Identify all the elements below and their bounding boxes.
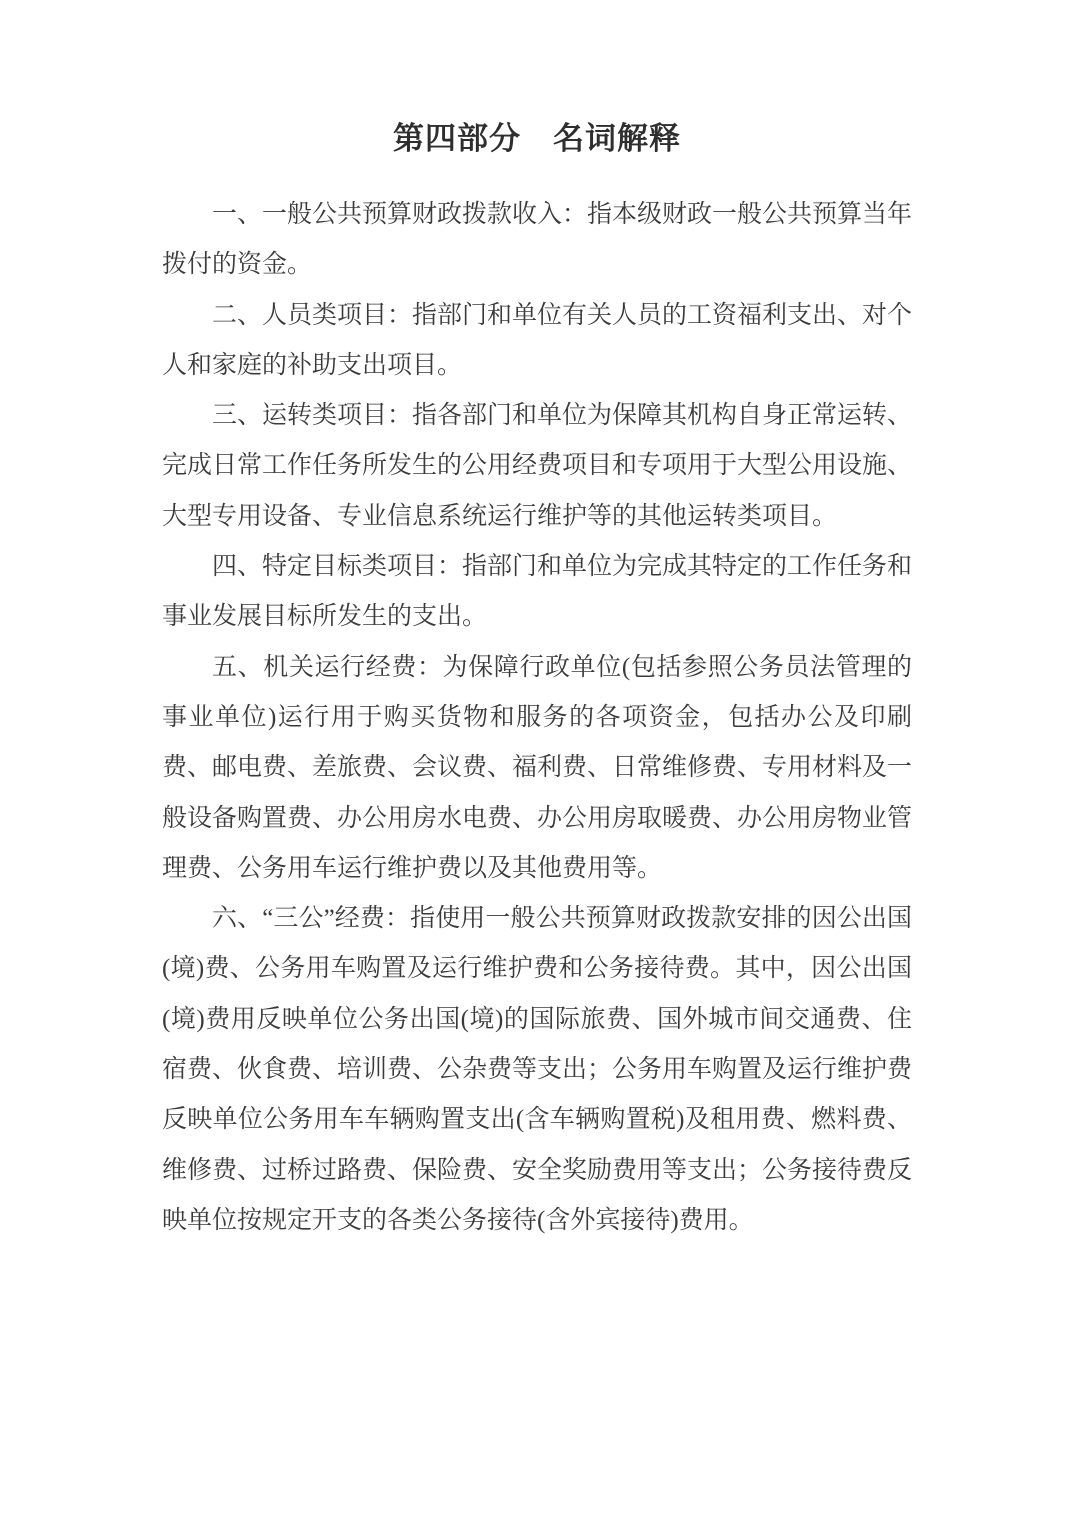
document-content [162, 116, 912, 1246]
paragraph-three-public-expenses: 六、“三公”经费：指使用一般公共预算财政拨款安排的因公出国(境)费、公务用车购置及运行维护费和公务接待费。其中，因公出国(境)费用反映单位公务出国(境)的国际旅费、国外城市间交通费、住宿费、伙食费、培训费、公杂费等支出；公务用车购置及运行维护费反映单位公务用车车辆购置支出(含车辆购置税)及租用费、燃料费、维修费、过桥过路费、保险费、安全奖励费用等支出；公务接待费反映单位按规定开支的各类公务接待(含外宾接待)费用。 [162, 905, 913, 1234]
paragraph-agency-operating-funds: 五、机关运行经费：为保障行政单位(包括参照公务员法管理的事业单位)运行用于购买货物和服务的各项资金，包括办公及印刷费、邮电费、差旅费、会议费、福利费、日常维修费、专用材料及一般设备购置费、办公用房水电费、办公用房取暖费、办公用房物业管理费、公务用车运行维护费以及其他费用等。 [162, 653, 913, 882]
paragraph-general-public-budget-income: 一、一般公共预算财政拨款收入：指本级财政一般公共预算当年拨付的资金。 [162, 201, 913, 279]
paragraph-personnel-projects: 二、人员类项目：指部门和单位有关人员的工资福利支出、对个人和家庭的补助支出项目。 [162, 301, 913, 379]
section-title: 第四部分 名词解释 [393, 121, 681, 156]
paragraph-operation-projects: 三、运转类项目：指各部门和单位为保障其机构自身正常运转、完成日常工作任务所发生的公用经费项目和专项用于大型公用设施、大型专用设备、专业信息系统运行维护等的其他运转类项目。 [162, 402, 913, 530]
paragraph-specific-goal-projects: 四、特定目标类项目：指部门和单位为完成其特定的工作任务和事业发展目标所发生的支出。 [162, 553, 913, 631]
